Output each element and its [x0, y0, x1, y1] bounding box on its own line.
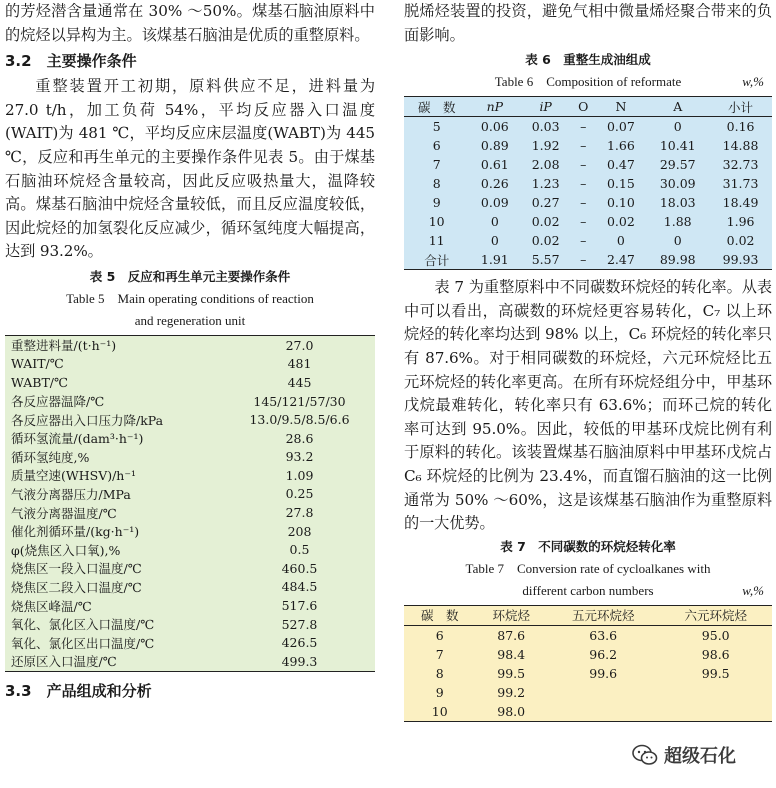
table6-header-cell: O: [571, 97, 595, 117]
table7-cell: 95.0: [701, 627, 730, 643]
table5-row: [5, 355, 375, 374]
table6-caption-en: [404, 71, 772, 93]
table5-row: [5, 522, 375, 541]
table5-value-cell: 28.6: [285, 430, 314, 446]
table6-cell: 99.93: [722, 252, 759, 268]
table6-cell: 0.07: [606, 119, 635, 135]
watermark: [632, 742, 736, 768]
table7-cell: 98.6: [701, 646, 730, 662]
table6-row: [404, 212, 772, 231]
table7-cell: 10: [431, 703, 448, 719]
table6-cell: 5.57: [531, 252, 560, 268]
table6-cell: 1.91: [480, 252, 509, 268]
table5: [5, 335, 375, 672]
table6-cell: 0: [673, 233, 682, 249]
table7-caption-cn: 表 7 不同碳数的环烷烃转化率: [500, 538, 676, 554]
table7-header-cell: 环烷烃: [475, 605, 546, 625]
table7-cell: 99.6: [589, 665, 618, 681]
table6-caption-en-text: Table 6 Composition of reformate: [494, 74, 682, 90]
table5-value-cell: 0.5: [289, 542, 310, 558]
table6-cell: 0: [673, 119, 682, 135]
table5-row: [5, 410, 375, 429]
table6-cell: 31.73: [722, 176, 759, 192]
section-heading-3-2: 3.2 主要操作条件: [5, 52, 137, 71]
table5-label-cell: 气液分离器温度/℃: [11, 505, 117, 521]
table7-cell: 99.5: [497, 665, 526, 681]
table6-cell: 合计: [424, 252, 450, 268]
watermark-text: 超级石化: [664, 746, 736, 767]
table6-cell: 6: [432, 138, 441, 154]
table7-cell: [547, 702, 660, 722]
table7-cell: 99.5: [701, 665, 730, 681]
table6-cell: 29.57: [659, 157, 696, 173]
table6-cell: 0.02: [606, 214, 635, 230]
table5-value-cell: 27.8: [285, 505, 314, 521]
section-heading-3-3: 3.3 产品组成和分析: [5, 681, 152, 700]
table6-cell: –: [580, 138, 587, 154]
table5-row: [5, 540, 375, 559]
table6-cell: 30.09: [659, 176, 696, 192]
table6-cell: 0.10: [606, 195, 635, 211]
table7-cell: 8: [435, 665, 444, 681]
table6-cell: 0.27: [531, 195, 560, 211]
table7-cell: 98.4: [497, 646, 526, 662]
table5-label-cell: φ(烧焦区入口氧),%: [11, 542, 121, 558]
table7-cell: 99.2: [497, 684, 526, 700]
table6: [404, 96, 772, 270]
table7-header-cell: 五元环烷烃: [547, 605, 660, 625]
table6-header-cell: iP: [520, 97, 571, 117]
table7-cell: [547, 683, 660, 702]
table6-cell: 0.16: [726, 119, 755, 135]
table6-cell: –: [580, 252, 587, 268]
table6-cell: –: [580, 157, 587, 173]
table6-cell: 1.92: [531, 138, 560, 154]
table6-cell: 2.47: [606, 252, 635, 268]
table5-label-cell: WAIT/℃: [11, 356, 64, 372]
table5-label-cell: 还原区入口温度/℃: [11, 654, 117, 670]
table5-value-cell: 1.09: [285, 467, 314, 483]
table6-cell: 9: [432, 195, 441, 211]
table5-row: [5, 392, 375, 411]
table5-label-cell: 烧焦区二段入口温度/℃: [11, 579, 142, 595]
table5-label-cell: 质量空速(WHSV)/h⁻¹: [11, 468, 136, 484]
table6-row: [404, 231, 772, 250]
table5-value-cell: 484.5: [281, 579, 318, 595]
table6-cell: –: [580, 195, 587, 211]
table5-label-cell: 氧化、氯化区入口温度/℃: [11, 617, 155, 633]
table5-caption-cn: 表 5 反应和再生单元主要操作条件: [89, 268, 291, 284]
table5-label-cell: 催化剂循环量/(kg·h⁻¹): [11, 524, 140, 540]
table6-cell: 0.03: [531, 119, 560, 135]
table5-row: [5, 559, 375, 578]
table6-cell: 0.02: [726, 233, 755, 249]
left-paragraph-1: 的芳烃潜含量通常在 30% ～50%。煤基石脑油原料中的烷烃以异构为主。该煤基石脑油是优质的重整原料。: [5, 2, 375, 44]
table5-value-cell: 426.5: [281, 635, 318, 651]
table6-cell: 0.09: [480, 195, 509, 211]
table6-unit: w,%: [742, 74, 764, 90]
table5-row: [5, 429, 375, 448]
table6-header-cell: nP: [469, 97, 520, 117]
table6-cell: 0.26: [480, 176, 509, 192]
table5-row: [5, 485, 375, 504]
table5-value-cell: 499.3: [281, 653, 318, 669]
table5-label-cell: 气液分离器压力/MPa: [11, 486, 131, 502]
table6-caption-cn: 表 6 重整生成油组成: [525, 52, 651, 68]
table6-header-cell: N: [595, 97, 646, 117]
table6-cell: –: [580, 119, 587, 135]
table6-cell: 5: [432, 119, 441, 135]
table5-label-cell: 各反应器温降/℃: [11, 394, 105, 410]
table7-cell: 98.0: [497, 703, 526, 719]
table5-value-cell: 93.2: [285, 449, 314, 465]
table6-row: [404, 117, 772, 137]
table6-cell: 1.96: [726, 214, 755, 230]
table5-label-cell: 循环氢纯度,%: [11, 449, 90, 465]
table7-caption-en-line1: Table 7 Conversion rate of cycloalkanes with: [465, 560, 711, 576]
table7-row: [404, 702, 772, 722]
left-paragraph-2: 重整装置开工初期，原料供应不足，进料量为 27.0 t/h，加工负荷 54%，平均反应器入口温度(WAIT)为 481 ℃，平均反应床层温度(WABT)为 445 ℃，反应和再生单元的主要操作条件见表 5。由于煤基石脑油环烷烃含量较高，因此反应吸热量大，温降较高。煤基石脑油中烷烃含量较低，而且反应温度较低，因此烷烃的加氢裂化反应减少，循环氢纯度大幅提高，达到 93.2%。: [5, 77, 375, 261]
table5-label-cell: 烧焦区一段入口温度/℃: [11, 561, 142, 577]
table6-cell: –: [580, 176, 587, 192]
table6-cell: 2.08: [531, 157, 560, 173]
table5-value-cell: 208: [287, 523, 312, 539]
table6-cell: –: [580, 233, 587, 249]
table6-header-cell: 碳 数: [404, 97, 469, 117]
wechat-icon: [632, 744, 658, 766]
table6-cell: 0.02: [531, 214, 560, 230]
table5-caption-en-line1: Table 5 Main operating conditions of reaction: [66, 290, 314, 306]
table7-row: [404, 683, 772, 702]
table5-caption-en-line2: and regeneration unit: [134, 312, 246, 328]
table6-row: [404, 250, 772, 270]
table7-cell: 6: [435, 627, 444, 643]
table6-cell: 14.88: [722, 138, 759, 154]
table6-cell: 89.98: [659, 252, 696, 268]
table6-header-cell: A: [646, 97, 709, 117]
table6-row: [404, 193, 772, 212]
table5-value-cell: 13.0/9.5/8.5/6.6: [249, 412, 350, 428]
table5-row: [5, 466, 375, 485]
table6-cell: 10.41: [659, 138, 696, 154]
table5-value-cell: 481: [287, 356, 312, 372]
table6-header-cell: 小计: [709, 97, 772, 117]
table7-header-cell: 六元环烷烃: [659, 605, 772, 625]
table7: [404, 605, 772, 722]
table5-row: [5, 503, 375, 522]
table5-row: [5, 448, 375, 467]
table5-label-cell: WABT/℃: [11, 374, 68, 390]
table7-row: [404, 625, 772, 645]
table7-caption-en-line2-text: different carbon numbers: [522, 582, 654, 598]
table5-value-cell: 517.6: [281, 598, 318, 614]
table6-cell: 0.47: [606, 157, 635, 173]
table7-cell: 9: [435, 684, 444, 700]
table6-cell: 1.88: [663, 214, 692, 230]
table5-value-cell: 145/121/57/30: [253, 393, 346, 409]
right-paragraph-2: 表 7 为重整原料中不同碳数环烷烃的转化率。从表中可以看出，高碳数的环烷烃更容易转化，C₇ 以上环烷烃的转化率均达到 98% 以上，C₆ 环烷烃的转化率只有 87.6%。对于相同碳数的环烷烃，六元环烷烃比五元环烷烃的转化率更高。在所有环烷烃组分中，甲基环戊烷最难转化，转化率只有 63.6%；而环己烷的转化率可达到 95.0%。因此，较低的甲基环戊烷比例有利于原料的转化。该装置煤基石脑油原料中甲基环戊烷占 C₆ 环烷烃的比例为 23.4%，而直馏石脑油的这一比例通常为 50% ～60%，这是该煤基石脑油作为重整原料的一大优势。: [404, 278, 772, 533]
table5-value-cell: 27.0: [285, 337, 314, 353]
table6-cell: 0.06: [480, 119, 509, 135]
table6-cell: 0.15: [606, 176, 635, 192]
right-paragraph-1: 脱烯烃装置的投资，避免气相中微量烯烃聚合带来的负面影响。: [404, 2, 772, 44]
table7-cell: 63.6: [589, 627, 618, 643]
table6-cell: –: [580, 214, 587, 230]
table5-value-cell: 0.25: [285, 486, 314, 502]
table5-label-cell: 循环氢流量/(dam³·h⁻¹): [11, 431, 144, 447]
table5-label-cell: 重整进料量/(t·h⁻¹): [11, 338, 117, 354]
table6-cell: 0: [490, 214, 499, 230]
table6-cell: 18.49: [722, 195, 759, 211]
table7-cell: [659, 683, 772, 702]
table5-row: [5, 373, 375, 392]
table7-row: [404, 664, 772, 683]
table7-cell: 7: [435, 646, 444, 662]
table5-row: [5, 596, 375, 615]
table7-unit: w,%: [742, 582, 764, 598]
table5-row: [5, 652, 375, 671]
table6-cell: 32.73: [722, 157, 759, 173]
table6-cell: 10: [428, 214, 445, 230]
table5-label-cell: 各反应器出入口压力降/kPa: [11, 412, 164, 428]
table6-cell: 1.66: [606, 138, 635, 154]
table5-row: [5, 615, 375, 634]
table5-row: [5, 335, 375, 354]
left-column: [5, 0, 375, 705]
table6-row: [404, 174, 772, 193]
table6-cell: 0: [616, 233, 625, 249]
table6-cell: 8: [432, 176, 441, 192]
table5-row: [5, 578, 375, 597]
table6-cell: 0.02: [531, 233, 560, 249]
table6-cell: 0.89: [480, 138, 509, 154]
table5-value-cell: 445: [287, 374, 312, 390]
table7-cell: 96.2: [589, 646, 618, 662]
right-column: [404, 0, 772, 722]
table7-caption-en-line2: [404, 580, 772, 602]
table6-row: [404, 136, 772, 155]
table7-row: [404, 645, 772, 664]
table5-row: [5, 633, 375, 652]
table5-label-cell: 氧化、氯化区出口温度/℃: [11, 635, 155, 651]
table6-cell: 0.61: [480, 157, 509, 173]
table7-cell: [659, 702, 772, 722]
table7-cell: 87.6: [497, 627, 526, 643]
table6-cell: 1.23: [531, 176, 560, 192]
table6-cell: 11: [428, 233, 445, 249]
table6-cell: 7: [432, 157, 441, 173]
table5-value-cell: 527.8: [281, 616, 318, 632]
table6-cell: 0: [490, 233, 499, 249]
table6-cell: 18.03: [659, 195, 696, 211]
table5-label-cell: 烧焦区峰温/℃: [11, 598, 92, 614]
table7-header-cell: 碳 数: [404, 605, 475, 625]
table5-value-cell: 460.5: [281, 560, 318, 576]
table6-row: [404, 155, 772, 174]
